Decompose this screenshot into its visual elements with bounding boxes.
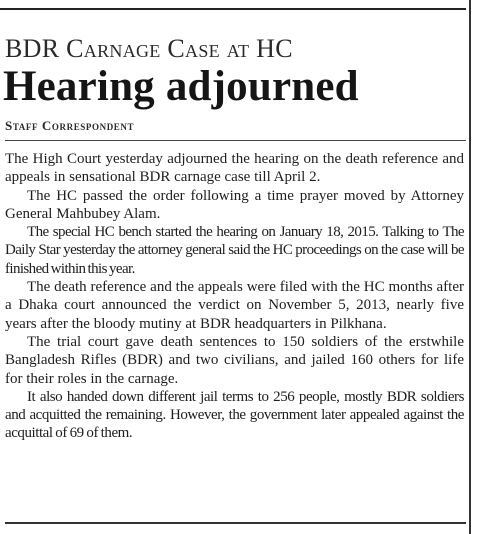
article-headline: Hearing adjourned (3, 63, 359, 110)
article-paragraph-3: The special HC bench started the hearing on January 18, 2015. Talking to The Daily Star yesterday the attorney general said the HC proceedings on the case will be finished within this year. (5, 224, 464, 277)
bottom-divider (5, 522, 466, 524)
article-body (5, 150, 464, 443)
article-kicker: BDR Carnage Case at HC (5, 34, 293, 63)
article-paragraph-1: The High Court yesterday adjourned the hearing on the death reference and appeals in sensational BDR carnage case till April 2. (5, 151, 464, 186)
article-paragraph-5: The trial court gave death sentences to 150 soldiers of the erstwhile Bangladesh Rifles (BDR) and two civilians, and jailed 160 others for life for their roles in the carnage. (5, 333, 464, 387)
article-paragraph-4: The death reference and the appeals were filed with the HC months after a Dhaka court announced the verdict on November 5, 2013, nearly five years after the bloody mutiny at BDR headquarters in Pilkhana. (5, 279, 464, 332)
article-paragraph-6: It also handed down different jail terms to 256 people, mostly BDR soldiers and acquitted the remaining. However, the government later appealed against the acquittal of 69 of them. (5, 388, 464, 442)
previous-article-cutoff (0, 0, 478, 8)
top-divider (0, 8, 466, 10)
byline-divider (5, 140, 466, 141)
article-paragraph-2: The HC passed the order following a time prayer moved by Attorney General Mahbubey Alam. (5, 187, 464, 222)
column-divider (469, 0, 471, 534)
article-byline: Staff Correspondent (5, 118, 135, 133)
cutoff-text-fragment (0, 0, 466, 6)
